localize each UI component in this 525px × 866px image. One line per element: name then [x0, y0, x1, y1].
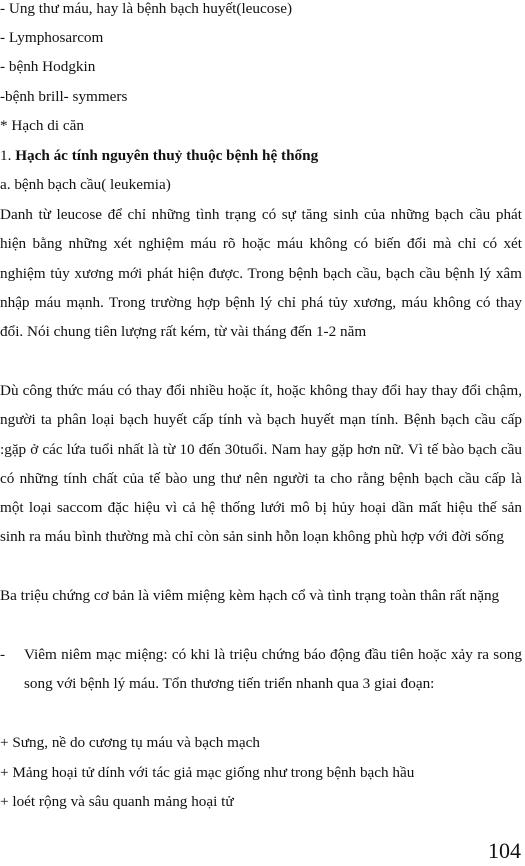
- list-line-lymphosarcom: - Lymphosarcom: [0, 29, 104, 46]
- section-heading-title: Hạch ác tính nguyên thuỷ thuộc bệnh hệ thống: [15, 147, 319, 164]
- list-line-metastasis: * Hạch di căn: [0, 117, 84, 134]
- list-item-stomatitis: [0, 640, 522, 699]
- dash-marker: -: [0, 646, 6, 663]
- paragraph-classification: Dù công thức máu có thay đổi nhiều hoặc ít, hoặc không thay đổi hay thay đổi chậm, người ta phân loại bạch huyết cấp tính và bạch huyết mạn tính. Bệnh bạch cầu cấp :gặp ở các lứa tuổi nhất là từ 10 đến 30tuổi. Nam hay gặp hơn nữ. Vì tế bào bạch cầu có những tính chất của tế bào ung thư nên người ta cho rằng bệnh bạch cầu cấp là một loại saccom đặc hiệu vì cả hệ thống lưới mô bị hủy hoại dần mất hiệu thế sản sinh ra máu bình thường mà chỉ còn sản sinh hỗn loạn không phù hợp với đời sống: [0, 382, 522, 546]
- paragraph-symptoms: Ba triệu chứng cơ bản là viêm miệng kèm hạch cổ và tình trạng toàn thân rất nặng: [0, 587, 500, 604]
- section-heading-number: 1.: [0, 147, 16, 164]
- subheading: a. bệnh bạch cầu( leukemia): [0, 176, 171, 193]
- section-heading: [0, 147, 318, 165]
- list-line-brill-symmers: -bệnh brill- symmers: [0, 88, 128, 105]
- list-line-hodgkin: - bệnh Hodgkin: [0, 58, 96, 75]
- list-line-leukemia: - Ung thư máu, hay là bệnh bạch huyết(leucose): [0, 0, 293, 17]
- stage-item-necrotic-plaque: + Mảng hoại tử dính với tác giả mạc giống như trong bệnh bạch hầu: [0, 764, 415, 781]
- list-item-stomatitis-text: Viêm niêm mạc miệng: có khi là triệu chứng báo động đầu tiên hoặc xảy ra song song với bệnh lý máu. Tổn thương tiến triển nhanh qua 3 giai đoạn:: [24, 646, 522, 693]
- stage-item-swelling: + Sưng, nề do cương tụ máu và bạch mạch: [0, 734, 260, 751]
- page-number: 104: [488, 838, 521, 863]
- paragraph-leucose-definition: Danh từ leucose để chỉ những tình trạng có sự tăng sinh của những bạch cầu phát hiện bằng những xét nghiệm máu rõ hoặc máu không có biến đổi mà chỉ có xét nghiệm tủy xương mới phát hiện được. Trong bệnh bạch cầu, bạch cầu bệnh lý xâm nhập máu mạnh. Trong trường hợp bệnh lý chỉ phá tủy xương, máu không có thay đổi. Nói chung tiên lượng rất kém, từ vài tháng đến 1-2 năm: [0, 206, 522, 341]
- stage-item-ulceration: + loét rộng và sâu quanh mảng hoại tử: [0, 793, 234, 810]
